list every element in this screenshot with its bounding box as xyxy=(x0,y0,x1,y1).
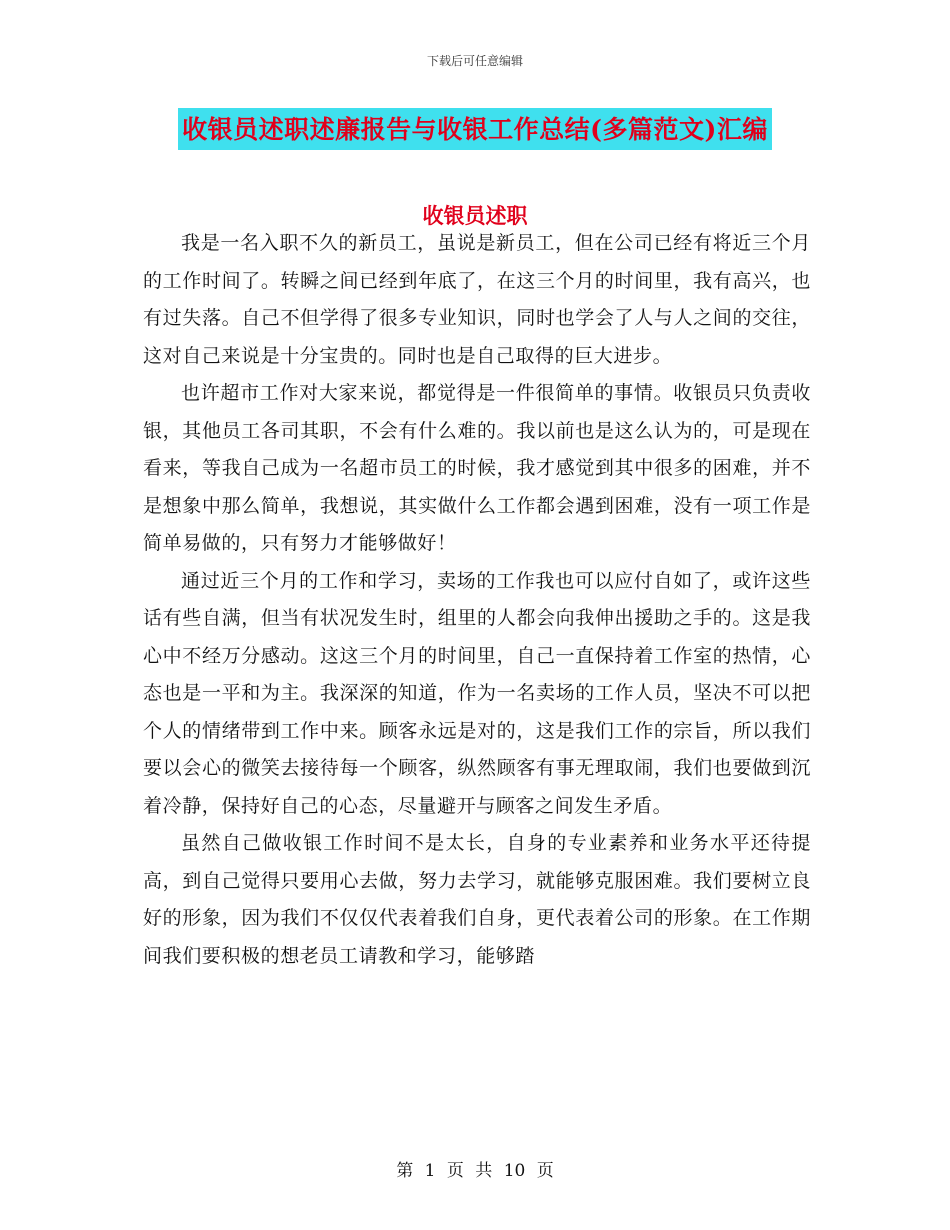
page-header-note: 下载后可任意编辑 xyxy=(426,54,523,68)
body-paragraph: 通过近三个月的工作和学习，卖场的工作我也可以应付自如了，或许这些话有些自满，但当有状况发生时，组里的人都会向我伸出援助之手的。这是我心中不经万分感动。这这三个月的时间里，自己一直保持着工作室的热情，心态也是一平和为主。我深深的知道，作为一名卖场的工作人员，坚决不可以把个人的情绪带到工作中来。顾客永远是对的，这是我们工作的宗旨，所以我们要以会心的微笑去接待每一个顾客，纵然顾客有事无理取闹，我们也要做到沉着冷静，保持好自己的心态，尽量避开与顾客之间发生矛盾。 xyxy=(143,569,811,817)
document-title-wrapper xyxy=(0,108,950,150)
document-title: 收银员述职述廉报告与收银工作总结(多篇范文)汇编 xyxy=(178,108,772,150)
section-heading: 收银员述职 xyxy=(422,203,528,228)
page-number-footer: 第 1 页 共 10 页 xyxy=(396,1161,554,1181)
body-paragraph: 虽然自己做收银工作时间不是太长，自身的专业素养和业务水平还待提高，到自己觉得只要用心去做，努力去学习，就能够克服困难。我们要树立良好的形象，因为我们不仅仅代表着我们自身，更代表着公司的形象。在工作期间我们要积极的想老员工请教和学习，能够踏 xyxy=(143,832,811,967)
body-paragraph: 也许超市工作对大家来说，都觉得是一件很简单的事情。收银员只负责收银，其他员工各司其职，不会有什么难的。我以前也是这么认为的，可是现在看来，等我自己成为一名超市员工的时候，我才感觉到其中很多的困难，并不是想象中那么简单，我想说，其实做什么工作都会遇到困难，没有一项工作是简单易做的，只有努力才能够做好！ xyxy=(143,382,811,554)
document-body xyxy=(143,225,811,975)
body-paragraph: 我是一名入职不久的新员工，虽说是新员工，但在公司已经有将近三个月的工作时间了。转瞬之间已经到年底了，在这三个月的时间里，我有高兴，也有过失落。自己不但学得了很多专业知识，同时也学会了人与人之间的交往，这对自己来说是十分宝贵的。同时也是自己取得的巨大进步。 xyxy=(143,232,811,367)
